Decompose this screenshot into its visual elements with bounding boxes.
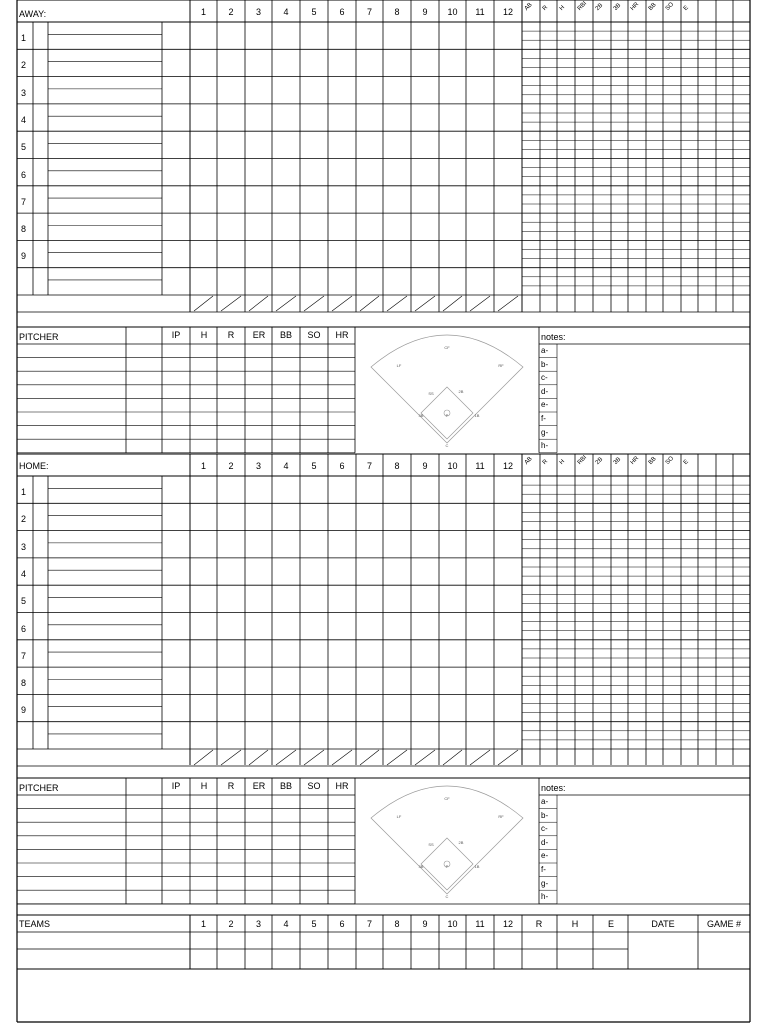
inning-header: 8 <box>394 461 400 471</box>
field-position-label: CF <box>444 345 450 350</box>
teams-label: TEAMS <box>19 919 51 929</box>
batting-order-number: 2 <box>21 514 27 525</box>
summary-inning-header: 2 <box>228 919 234 929</box>
inning-header: 4 <box>283 461 289 471</box>
field-position-label: LF <box>396 814 402 819</box>
inning-total-slash <box>249 296 268 311</box>
pitching-column-header: HR <box>335 330 349 340</box>
inning-total-slash <box>332 296 352 311</box>
pitching-column-header: R <box>227 330 235 340</box>
home-notes-label: notes: <box>541 783 566 793</box>
pitching-column-header: H <box>200 330 208 340</box>
away-notes-label: notes: <box>541 332 566 342</box>
home-pitcher-label: PITCHER <box>19 783 59 793</box>
field-position-label: SS <box>428 842 434 847</box>
summary-inning-header: 11 <box>475 919 485 929</box>
note-letter: a- <box>541 346 549 355</box>
stat-header: RBI <box>576 0 589 12</box>
stat-header: 2B <box>594 456 605 466</box>
note-letter: h- <box>541 892 549 902</box>
stat-header: RBI <box>576 454 589 466</box>
inning-header: 11 <box>475 7 485 17</box>
inning-header: 9 <box>422 7 428 17</box>
batting-order-number: 6 <box>21 169 27 180</box>
inning-total-slash <box>470 296 490 311</box>
inning-header: 6 <box>339 7 345 17</box>
batting-order-number: 8 <box>21 224 27 235</box>
inning-header: 12 <box>502 461 514 471</box>
pitching-column-header: IP <box>171 781 181 791</box>
inning-total-slash <box>221 296 241 311</box>
inning-header: 1 <box>200 7 207 17</box>
inning-total-slash <box>415 750 435 765</box>
inning-total-slash <box>332 750 352 765</box>
inning-header: 1 <box>200 461 207 471</box>
inning-header: 3 <box>255 7 262 17</box>
date-label: DATE <box>651 919 675 929</box>
stat-header: R <box>541 4 550 12</box>
batting-order-number: 3 <box>21 541 27 552</box>
inning-total-slash <box>221 750 241 765</box>
batting-order-number: 7 <box>21 650 27 661</box>
inning-header: 5 <box>311 461 317 471</box>
pitching-column-header: SO <box>307 330 321 340</box>
field-position-label: CF <box>444 796 450 801</box>
inning-header: 7 <box>366 461 373 471</box>
batting-order-number: 9 <box>21 705 27 716</box>
summary-inning-header: 1 <box>200 919 207 929</box>
field-position-label: 2B <box>458 389 464 394</box>
batting-order-number: 7 <box>21 196 27 207</box>
summary-inning-header: 4 <box>283 919 289 929</box>
field-position-label: 1B <box>474 864 480 869</box>
inning-header: 4 <box>283 7 289 17</box>
inning-total-slash <box>276 750 296 765</box>
field-position-label: 2B <box>458 840 464 845</box>
stat-header: 2B <box>594 2 605 13</box>
stat-header: HR <box>629 1 641 12</box>
pitching-column-header: HR <box>335 781 349 791</box>
inning-header: 7 <box>366 7 373 17</box>
field-position-label: 1B <box>474 413 480 418</box>
pitching-column-header: SO <box>307 781 321 791</box>
note-letter: e- <box>541 851 549 861</box>
game-number-label: GAME # <box>706 919 742 929</box>
batting-order-number: 9 <box>21 251 27 262</box>
inning-total-slash <box>304 296 324 311</box>
inning-header: 3 <box>255 461 262 471</box>
inning-total-slash <box>249 750 268 765</box>
summary-inning-header: 8 <box>394 919 400 929</box>
inning-total-slash <box>360 750 379 765</box>
note-letter: g- <box>541 878 549 888</box>
note-letter: f- <box>541 865 546 874</box>
field-position-label: 3B <box>418 413 424 418</box>
note-letter: h- <box>541 441 549 451</box>
batting-order-number: 5 <box>21 142 27 153</box>
inning-total-slash <box>443 750 462 765</box>
inning-header: 10 <box>447 7 458 17</box>
stat-header: E <box>682 4 690 12</box>
inning-header: 2 <box>228 7 234 17</box>
stat-header: BB <box>647 2 658 12</box>
home-label: HOME: <box>19 461 49 471</box>
inning-header: 5 <box>311 7 317 17</box>
inning-total-slash <box>498 750 518 765</box>
note-letter: c- <box>541 824 548 834</box>
batting-order-number: 6 <box>21 623 27 634</box>
note-letter: b- <box>541 810 549 820</box>
total-r-label: R <box>535 919 543 929</box>
stat-header: BB <box>647 456 658 466</box>
stat-header: 3B <box>612 456 623 466</box>
away-pitcher-label: PITCHER <box>19 332 59 342</box>
total-h-label: H <box>571 919 579 929</box>
summary-inning-header: 9 <box>422 919 428 929</box>
stat-header: AB <box>523 2 534 12</box>
inning-total-slash <box>194 296 213 311</box>
inning-total-slash <box>276 296 296 311</box>
pitching-column-header: ER <box>252 781 266 791</box>
inning-header: 8 <box>394 7 400 17</box>
pitching-column-header: H <box>200 781 208 791</box>
summary-inning-header: 5 <box>311 919 317 929</box>
field-position-label: P <box>445 864 449 869</box>
inning-total-slash <box>304 750 324 765</box>
inning-header: 6 <box>339 461 345 471</box>
batting-order-number: 1 <box>21 33 27 43</box>
pitching-column-header: BB <box>279 330 293 340</box>
batting-order-number: 4 <box>21 568 27 579</box>
summary-inning-header: 12 <box>502 919 514 929</box>
inning-header: 2 <box>228 461 234 471</box>
note-letter: d- <box>541 837 549 847</box>
pitching-column-header: R <box>227 781 235 791</box>
stat-header: R <box>541 458 550 466</box>
summary-inning-header: 6 <box>339 919 345 929</box>
inning-header: 10 <box>447 461 458 471</box>
batting-order-number: 8 <box>21 678 27 689</box>
field-position-label: SS <box>428 391 434 396</box>
inning-header: 12 <box>502 7 514 17</box>
batting-order-number: 1 <box>21 487 27 497</box>
field-position-label: C <box>445 443 449 448</box>
inning-total-slash <box>387 750 407 765</box>
note-letter: d- <box>541 386 549 396</box>
field-position-label: LF <box>396 363 402 368</box>
field-position-label: RF <box>498 814 504 819</box>
total-e-label: E <box>607 919 615 929</box>
field-position-label: 3B <box>418 864 424 869</box>
inning-total-slash <box>360 296 379 311</box>
stat-header: E <box>682 458 690 466</box>
field-position-label: C <box>445 894 449 899</box>
summary-inning-header: 10 <box>447 919 458 929</box>
inning-total-slash <box>415 296 435 311</box>
batting-order-number: 4 <box>21 114 27 125</box>
stat-header: HR <box>629 455 641 466</box>
inning-total-slash <box>194 750 213 765</box>
stat-header: H <box>558 458 567 466</box>
stat-header: SO <box>664 455 676 466</box>
inning-total-slash <box>470 750 490 765</box>
note-letter: a- <box>541 797 549 806</box>
note-letter: c- <box>541 373 548 383</box>
pitching-column-header: IP <box>171 330 181 340</box>
field-position-label: RF <box>498 363 504 368</box>
stat-header: H <box>558 4 567 12</box>
field-position-label: P <box>445 413 449 418</box>
stat-header: AB <box>523 456 534 466</box>
note-letter: f- <box>541 414 546 423</box>
note-letter: g- <box>541 427 549 437</box>
note-letter: b- <box>541 359 549 369</box>
away-label: AWAY: <box>19 9 47 19</box>
batting-order-number: 5 <box>21 596 27 607</box>
summary-inning-header: 3 <box>255 919 262 929</box>
pitching-column-header: ER <box>252 330 266 340</box>
batting-order-number: 2 <box>21 60 27 71</box>
batting-order-number: 3 <box>21 87 27 98</box>
stat-header: SO <box>664 1 676 12</box>
inning-total-slash <box>443 296 462 311</box>
inning-total-slash <box>387 296 407 311</box>
note-letter: e- <box>541 400 549 410</box>
inning-header: 9 <box>422 461 428 471</box>
stat-header: 3B <box>612 2 623 13</box>
inning-header: 11 <box>475 461 485 471</box>
pitching-column-header: BB <box>279 781 293 791</box>
summary-inning-header: 7 <box>366 919 373 929</box>
inning-total-slash <box>498 296 518 311</box>
